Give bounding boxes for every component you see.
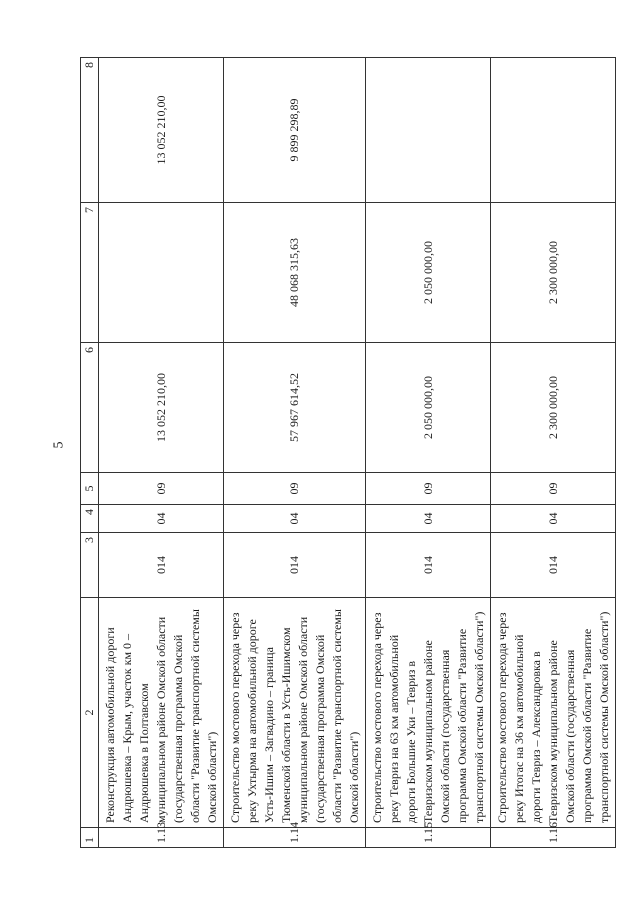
rotated-table-container: [80, 58, 610, 848]
column-header: 6: [81, 343, 99, 473]
cell-amount-8: [366, 58, 491, 203]
cell-code-5: 09: [491, 473, 616, 505]
cell-amount-8: 9 899 298,89: [224, 58, 366, 203]
row-description: Строительство мостового перехода через реку Итогас на 36 км автомобильной дороги Тевриз – Александровка в Тевризском муниципальном районе Омской области (государственная программа Омской области "Развитие транспортной системы Омской области"): [491, 598, 616, 828]
cell-code-4: 04: [99, 505, 224, 533]
cell-amount-6: 13 052 210,00: [99, 343, 224, 473]
table-row: [491, 58, 616, 848]
cell-amount-6: 57 967 614,52: [224, 343, 366, 473]
cell-code-4: 04: [491, 505, 616, 533]
cell-code-3: 014: [366, 533, 491, 598]
column-header: 5: [81, 473, 99, 505]
cell-code-4: 04: [224, 505, 366, 533]
column-header: 8: [81, 58, 99, 203]
column-header: 4: [81, 505, 99, 533]
cell-code-5: 09: [366, 473, 491, 505]
cell-amount-8: 13 052 210,00: [99, 58, 224, 203]
cell-code-5: 09: [99, 473, 224, 505]
cell-code-4: 04: [366, 505, 491, 533]
cell-amount-7: 2 050 000,00: [366, 203, 491, 343]
header-row: [81, 58, 99, 848]
cell-amount-6: 2 050 000,00: [366, 343, 491, 473]
column-header: 2: [81, 598, 99, 828]
cell-amount-7: 48 068 315,63: [224, 203, 366, 343]
cell-code-3: 014: [99, 533, 224, 598]
cell-amount-6: 2 300 000,00: [491, 343, 616, 473]
cell-amount-7: [99, 203, 224, 343]
cell-code-3: 014: [224, 533, 366, 598]
row-number: 1.13: [99, 828, 224, 848]
row-number: 1.14: [224, 828, 366, 848]
budget-table: [80, 57, 616, 848]
cell-code-3: 014: [491, 533, 616, 598]
table-row: [224, 58, 366, 848]
column-header: 7: [81, 203, 99, 343]
column-header: 3: [81, 533, 99, 598]
page-number: 5: [51, 441, 67, 449]
row-description: Строительство мостового перехода через реку Тевриз на 63 км автомобильной дороги Большие Уки – Тевриз в Тевризском муниципальном районе Омской области (государственная программа Омской области "Развитие транспортной системы Омской области"): [366, 598, 491, 828]
cell-amount-8: [491, 58, 616, 203]
row-number: 1.16: [491, 828, 616, 848]
cell-code-5: 09: [224, 473, 366, 505]
column-header: 1: [81, 828, 99, 848]
row-description: Строительство мостового перехода через реку Ухтырма на автомобильной дороге Усть-Ишим – Загвадино – граница Тюменской области в Усть-Ишимском муниципальном районе Омской области (государственная программа Омской области "Развитие транспортной системы Омской области"): [224, 598, 366, 828]
table-row: [99, 58, 224, 848]
cell-amount-7: 2 300 000,00: [491, 203, 616, 343]
row-number: 1.15: [366, 828, 491, 848]
row-description: Реконструкция автомобильной дороги Андрюшевка – Крым, участок км 0 – Андрюшевка в Полтавском муниципальном районе Омской области (государственная программа Омской области "Развитие транспортной системы Омской области"): [99, 598, 224, 828]
table-row: [366, 58, 491, 848]
